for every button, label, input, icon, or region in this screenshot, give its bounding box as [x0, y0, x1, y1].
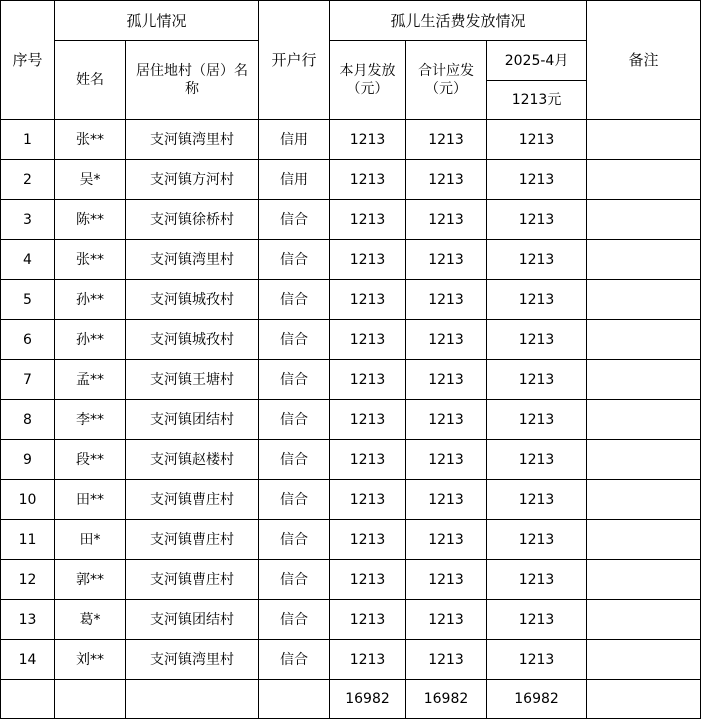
row-bank-cell: 信合	[259, 400, 330, 440]
row-seq-cell: 13	[1, 600, 55, 640]
row-address-cell: 支河镇赵楼村	[126, 440, 259, 480]
month-paid-header: 本月发放（元）	[330, 41, 406, 120]
row-name-cell: 李**	[55, 400, 126, 440]
row-name-cell: 田**	[55, 480, 126, 520]
row-month-cell: 1213	[330, 480, 406, 520]
row-address-cell: 支河镇湾里村	[126, 240, 259, 280]
row-address-cell: 支河镇徐桥村	[126, 200, 259, 240]
totals-address-cell	[126, 680, 259, 719]
row-bank-cell: 信合	[259, 440, 330, 480]
row-seq-cell: 8	[1, 400, 55, 440]
row-total-cell: 1213	[406, 280, 487, 320]
row-address-cell: 支河镇城孜村	[126, 320, 259, 360]
row-month-cell: 1213	[330, 560, 406, 600]
row-address-cell: 支河镇曹庄村	[126, 520, 259, 560]
row-period-cell: 1213	[487, 240, 587, 280]
row-period-cell: 1213	[487, 360, 587, 400]
row-bank-cell: 信合	[259, 480, 330, 520]
row-bank-cell: 信合	[259, 520, 330, 560]
table-row	[1, 280, 701, 320]
row-month-cell: 1213	[330, 440, 406, 480]
row-seq-cell: 1	[1, 120, 55, 160]
row-remarks-cell	[587, 400, 701, 440]
remarks-header: 备注	[587, 1, 701, 120]
row-total-cell: 1213	[406, 240, 487, 280]
row-name-cell: 段**	[55, 440, 126, 480]
row-period-cell: 1213	[487, 640, 587, 680]
row-remarks-cell	[587, 200, 701, 240]
row-month-cell: 1213	[330, 320, 406, 360]
row-period-cell: 1213	[487, 200, 587, 240]
row-name-cell: 张**	[55, 240, 126, 280]
table-row	[1, 560, 701, 600]
row-seq-cell: 5	[1, 280, 55, 320]
row-seq-cell: 12	[1, 560, 55, 600]
row-month-cell: 1213	[330, 520, 406, 560]
row-period-cell: 1213	[487, 400, 587, 440]
totals-row	[1, 680, 701, 719]
row-month-cell: 1213	[330, 160, 406, 200]
row-remarks-cell	[587, 440, 701, 480]
row-period-cell: 1213	[487, 520, 587, 560]
row-period-cell: 1213	[487, 320, 587, 360]
row-period-cell: 1213	[487, 560, 587, 600]
row-remarks-cell	[587, 480, 701, 520]
row-month-cell: 1213	[330, 640, 406, 680]
totals-name-cell	[55, 680, 126, 719]
row-remarks-cell	[587, 360, 701, 400]
row-seq-cell: 9	[1, 440, 55, 480]
totals-month-cell: 16982	[330, 680, 406, 719]
row-address-cell: 支河镇曹庄村	[126, 480, 259, 520]
row-bank-cell: 信用	[259, 120, 330, 160]
row-seq-cell: 11	[1, 520, 55, 560]
row-seq-cell: 14	[1, 640, 55, 680]
row-period-cell: 1213	[487, 280, 587, 320]
totals-bank-cell	[259, 680, 330, 719]
row-name-cell: 田*	[55, 520, 126, 560]
row-month-cell: 1213	[330, 240, 406, 280]
row-total-cell: 1213	[406, 360, 487, 400]
row-address-cell: 支河镇方河村	[126, 160, 259, 200]
table-row	[1, 160, 701, 200]
row-name-cell: 陈**	[55, 200, 126, 240]
row-remarks-cell	[587, 560, 701, 600]
row-total-cell: 1213	[406, 200, 487, 240]
row-seq-cell: 7	[1, 360, 55, 400]
row-name-cell: 葛*	[55, 600, 126, 640]
table-row	[1, 320, 701, 360]
row-total-cell: 1213	[406, 560, 487, 600]
table-row	[1, 240, 701, 280]
row-period-cell: 1213	[487, 120, 587, 160]
row-period-cell: 1213	[487, 440, 587, 480]
row-address-cell: 支河镇城孜村	[126, 280, 259, 320]
totals-total-cell: 16982	[406, 680, 487, 719]
period-header: 2025-4月	[487, 41, 587, 81]
row-month-cell: 1213	[330, 120, 406, 160]
row-total-cell: 1213	[406, 120, 487, 160]
table-row	[1, 400, 701, 440]
table-row	[1, 360, 701, 400]
table-row	[1, 200, 701, 240]
table-row	[1, 120, 701, 160]
row-address-cell: 支河镇王塘村	[126, 360, 259, 400]
row-address-cell: 支河镇团结村	[126, 400, 259, 440]
row-period-cell: 1213	[487, 600, 587, 640]
row-month-cell: 1213	[330, 360, 406, 400]
row-remarks-cell	[587, 240, 701, 280]
bank-header: 开户行	[259, 1, 330, 120]
totals-remarks-cell	[587, 680, 701, 719]
row-remarks-cell	[587, 120, 701, 160]
row-total-cell: 1213	[406, 640, 487, 680]
row-name-cell: 郭**	[55, 560, 126, 600]
row-period-cell: 1213	[487, 480, 587, 520]
row-total-cell: 1213	[406, 440, 487, 480]
row-bank-cell: 信合	[259, 280, 330, 320]
row-name-cell: 刘**	[55, 640, 126, 680]
row-month-cell: 1213	[330, 200, 406, 240]
name-header: 姓名	[55, 41, 126, 120]
orphan-info-header: 孤儿情况	[55, 1, 259, 41]
row-bank-cell: 信合	[259, 600, 330, 640]
row-seq-cell: 4	[1, 240, 55, 280]
row-total-cell: 1213	[406, 160, 487, 200]
row-bank-cell: 信合	[259, 240, 330, 280]
row-name-cell: 孙**	[55, 280, 126, 320]
table-row	[1, 480, 701, 520]
row-total-cell: 1213	[406, 480, 487, 520]
row-remarks-cell	[587, 640, 701, 680]
row-remarks-cell	[587, 280, 701, 320]
row-bank-cell: 信合	[259, 320, 330, 360]
row-bank-cell: 信合	[259, 560, 330, 600]
row-seq-cell: 6	[1, 320, 55, 360]
row-seq-cell: 3	[1, 200, 55, 240]
row-remarks-cell	[587, 520, 701, 560]
row-remarks-cell	[587, 600, 701, 640]
table-row	[1, 520, 701, 560]
table-row	[1, 600, 701, 640]
row-name-cell: 孙**	[55, 320, 126, 360]
row-total-cell: 1213	[406, 400, 487, 440]
row-period-cell: 1213	[487, 160, 587, 200]
table-row	[1, 440, 701, 480]
row-seq-cell: 10	[1, 480, 55, 520]
row-month-cell: 1213	[330, 280, 406, 320]
row-bank-cell: 信合	[259, 360, 330, 400]
row-month-cell: 1213	[330, 400, 406, 440]
row-remarks-cell	[587, 160, 701, 200]
row-address-cell: 支河镇曹庄村	[126, 560, 259, 600]
table-row	[1, 640, 701, 680]
living-expense-header: 孤儿生活费发放情况	[330, 1, 587, 41]
row-address-cell: 支河镇湾里村	[126, 640, 259, 680]
row-bank-cell: 信用	[259, 160, 330, 200]
seq-header: 序号	[1, 1, 55, 120]
totals-seq-cell	[1, 680, 55, 719]
row-seq-cell: 2	[1, 160, 55, 200]
row-bank-cell: 信合	[259, 640, 330, 680]
total-due-header: 合计应发（元）	[406, 41, 487, 120]
row-total-cell: 1213	[406, 320, 487, 360]
totals-period-cell: 16982	[487, 680, 587, 719]
row-bank-cell: 信合	[259, 200, 330, 240]
row-name-cell: 孟**	[55, 360, 126, 400]
row-total-cell: 1213	[406, 600, 487, 640]
row-address-cell: 支河镇湾里村	[126, 120, 259, 160]
row-name-cell: 张**	[55, 120, 126, 160]
period-amount-header: 1213元	[487, 81, 587, 120]
row-name-cell: 吴*	[55, 160, 126, 200]
row-address-cell: 支河镇团结村	[126, 600, 259, 640]
row-total-cell: 1213	[406, 520, 487, 560]
row-month-cell: 1213	[330, 600, 406, 640]
address-header: 居住地村（居）名称	[126, 41, 259, 120]
row-remarks-cell	[587, 320, 701, 360]
